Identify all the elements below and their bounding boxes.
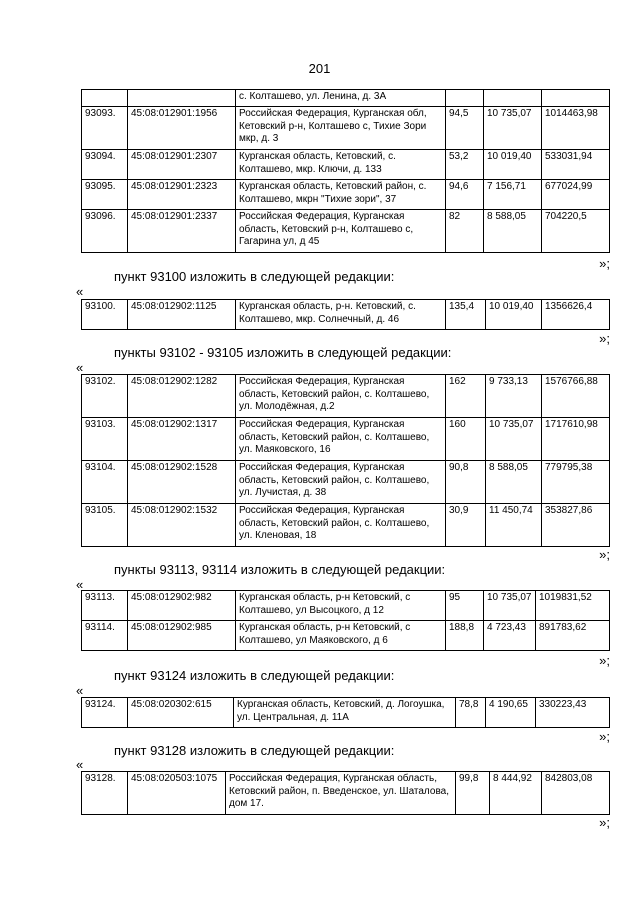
- area: 30,9: [446, 504, 486, 547]
- table-row: [82, 698, 610, 728]
- total: 1576766,88: [542, 375, 610, 418]
- cadastral-number: 45:08:012902:985: [128, 621, 236, 651]
- table-row: [82, 375, 610, 418]
- cadastral-number: [128, 90, 236, 107]
- area: 99,8: [456, 772, 490, 815]
- price: 9 733,13: [486, 375, 542, 418]
- registry-table-93128: [81, 771, 610, 815]
- registry-table-93100: [81, 299, 610, 330]
- total: 1717610,98: [542, 418, 610, 461]
- price: [484, 90, 542, 107]
- cadastral-number: 45:08:012901:1956: [128, 107, 236, 150]
- row-number: 93094.: [82, 150, 128, 180]
- price: 10 019,40: [486, 300, 542, 330]
- address: Российская Федерация, Курганская область, Кетовский район, п. Введенское, ул. Шаталова, дом 17.: [226, 772, 456, 815]
- cadastral-number: 45:08:012901:2337: [128, 210, 236, 253]
- opening-quote: «: [76, 360, 84, 375]
- closing-quote: »;: [599, 653, 610, 668]
- price: 4 723,43: [484, 621, 536, 651]
- price: 11 450,74: [486, 504, 542, 547]
- address: Российская Федерация, Курганская область, Кетовский район, с. Колташево, ул. Молодёжная, д.2: [236, 375, 446, 418]
- table-row: [82, 90, 610, 107]
- cadastral-number: 45:08:012902:1317: [128, 418, 236, 461]
- address: Курганская область, р-н. Кетовский, с. Колташево, мкр. Солнечный, д. 46: [236, 300, 446, 330]
- total: 1014463,98: [542, 107, 610, 150]
- cadastral-number: 45:08:012901:2323: [128, 180, 236, 210]
- total: 842803,08: [542, 772, 610, 815]
- row-number: 93096.: [82, 210, 128, 253]
- total: 1356626,4: [542, 300, 610, 330]
- total: 677024,99: [542, 180, 610, 210]
- registry-table-continuation: [81, 89, 610, 253]
- price: 10 735,07: [484, 107, 542, 150]
- price: 8 444,92: [490, 772, 542, 815]
- row-number: 93113.: [82, 591, 128, 621]
- cadastral-number: 45:08:012902:982: [128, 591, 236, 621]
- row-number: 93095.: [82, 180, 128, 210]
- table-row: [82, 300, 610, 330]
- cadastral-number: 45:08:012902:1532: [128, 504, 236, 547]
- table-row: [82, 210, 610, 253]
- row-number: 93114.: [82, 621, 128, 651]
- opening-quote: «: [76, 577, 84, 592]
- row-number: 93102.: [82, 375, 128, 418]
- opening-quote: «: [76, 683, 84, 698]
- registry-table-93113-93114: [81, 590, 610, 651]
- row-number: 93105.: [82, 504, 128, 547]
- address: Российская Федерация, Курганская область, Кетовский район, с. Колташево, ул. Кленовая, 18: [236, 504, 446, 547]
- amendment-instruction: пункты 93113, 93114 изложить в следующей редакции:: [114, 562, 446, 577]
- address: Курганская область, р-н Кетовский, с Колташево, ул Высоцкого, д 12: [236, 591, 446, 621]
- table-row: [82, 180, 610, 210]
- row-number: 93104.: [82, 461, 128, 504]
- price: 8 588,05: [486, 461, 542, 504]
- price: 7 156,71: [484, 180, 542, 210]
- cadastral-number: 45:08:012901:2307: [128, 150, 236, 180]
- total: [542, 90, 610, 107]
- total: 704220,5: [542, 210, 610, 253]
- cadastral-number: 45:08:020302:615: [128, 698, 234, 728]
- registry-table-93102-93105: [81, 374, 610, 547]
- cadastral-number: 45:08:012902:1528: [128, 461, 236, 504]
- area: 95: [446, 591, 484, 621]
- area: 135,4: [446, 300, 486, 330]
- area: 160: [446, 418, 486, 461]
- row-number: 93093.: [82, 107, 128, 150]
- address: Курганская область, Кетовский, с. Колташево, мкр. Ключи, д. 133: [236, 150, 446, 180]
- area: 82: [446, 210, 484, 253]
- area: 94,5: [446, 107, 484, 150]
- price: 10 019,40: [484, 150, 542, 180]
- closing-quote: »;: [599, 729, 610, 744]
- table-row: [82, 621, 610, 651]
- table-row: [82, 418, 610, 461]
- address: Курганская область, Кетовский район, с. Колташево, мкрн "Тихие зори", 37: [236, 180, 446, 210]
- price: 10 735,07: [484, 591, 536, 621]
- table-row: [82, 150, 610, 180]
- price: 8 588,05: [484, 210, 542, 253]
- closing-quote: »;: [599, 256, 610, 271]
- amendment-instruction: пункт 93100 изложить в следующей редакции:: [114, 269, 395, 284]
- row-number: 93124.: [82, 698, 128, 728]
- total: 533031,94: [542, 150, 610, 180]
- table-row: [82, 772, 610, 815]
- row-number: 93100.: [82, 300, 128, 330]
- address: Российская Федерация, Курганская область, Кетовский р-н, Колташево с, Гагарина ул, д 45: [236, 210, 446, 253]
- opening-quote: «: [76, 757, 84, 772]
- total: 353827,86: [542, 504, 610, 547]
- cadastral-number: 45:08:012902:1282: [128, 375, 236, 418]
- table-row: [82, 504, 610, 547]
- row-number: 93128.: [82, 772, 128, 815]
- address: с. Колташево, ул. Ленина, д. 3А: [236, 90, 446, 107]
- page-number: 201: [308, 61, 331, 76]
- table-row: [82, 461, 610, 504]
- area: 53,2: [446, 150, 484, 180]
- closing-quote: »;: [599, 547, 610, 562]
- total: 779795,38: [542, 461, 610, 504]
- opening-quote: «: [76, 284, 84, 299]
- row-number: 93103.: [82, 418, 128, 461]
- table-row: [82, 107, 610, 150]
- address: Российская Федерация, Курганская обл, Кетовский р-н, Колташево с, Тихие Зори мкр, д. 3: [236, 107, 446, 150]
- total: 330223,43: [536, 698, 610, 728]
- area: [446, 90, 484, 107]
- amendment-instruction: пункты 93102 - 93105 изложить в следующей редакции:: [114, 345, 452, 360]
- table-row: [82, 591, 610, 621]
- total: 1019831,52: [536, 591, 610, 621]
- closing-quote: »;: [599, 331, 610, 346]
- amendment-instruction: пункт 93124 изложить в следующей редакции:: [114, 668, 395, 683]
- address: Курганская область, Кетовский, д. Логоушка, ул. Центральная, д. 11А: [234, 698, 456, 728]
- price: 10 735,07: [486, 418, 542, 461]
- address: Российская Федерация, Курганская область, Кетовский район, с. Колташево, ул. Маяковского, 16: [236, 418, 446, 461]
- cadastral-number: 45:08:012902:1125: [128, 300, 236, 330]
- closing-quote: »;: [599, 815, 610, 830]
- area: 94,6: [446, 180, 484, 210]
- area: 188,8: [446, 621, 484, 651]
- registry-table-93124: [81, 697, 610, 728]
- area: 90,8: [446, 461, 486, 504]
- area: 162: [446, 375, 486, 418]
- address: Курганская область, р-н Кетовский, с Колташево, ул Маяковского, д 6: [236, 621, 446, 651]
- row-number: [82, 90, 128, 107]
- amendment-instruction: пункт 93128 изложить в следующей редакции:: [114, 743, 395, 758]
- cadastral-number: 45:08:020503:1075: [128, 772, 226, 815]
- price: 4 190,65: [486, 698, 536, 728]
- area: 78,8: [456, 698, 486, 728]
- address: Российская Федерация, Курганская область, Кетовский район, с. Колташево, ул. Лучистая, д. 38: [236, 461, 446, 504]
- total: 891783,62: [536, 621, 610, 651]
